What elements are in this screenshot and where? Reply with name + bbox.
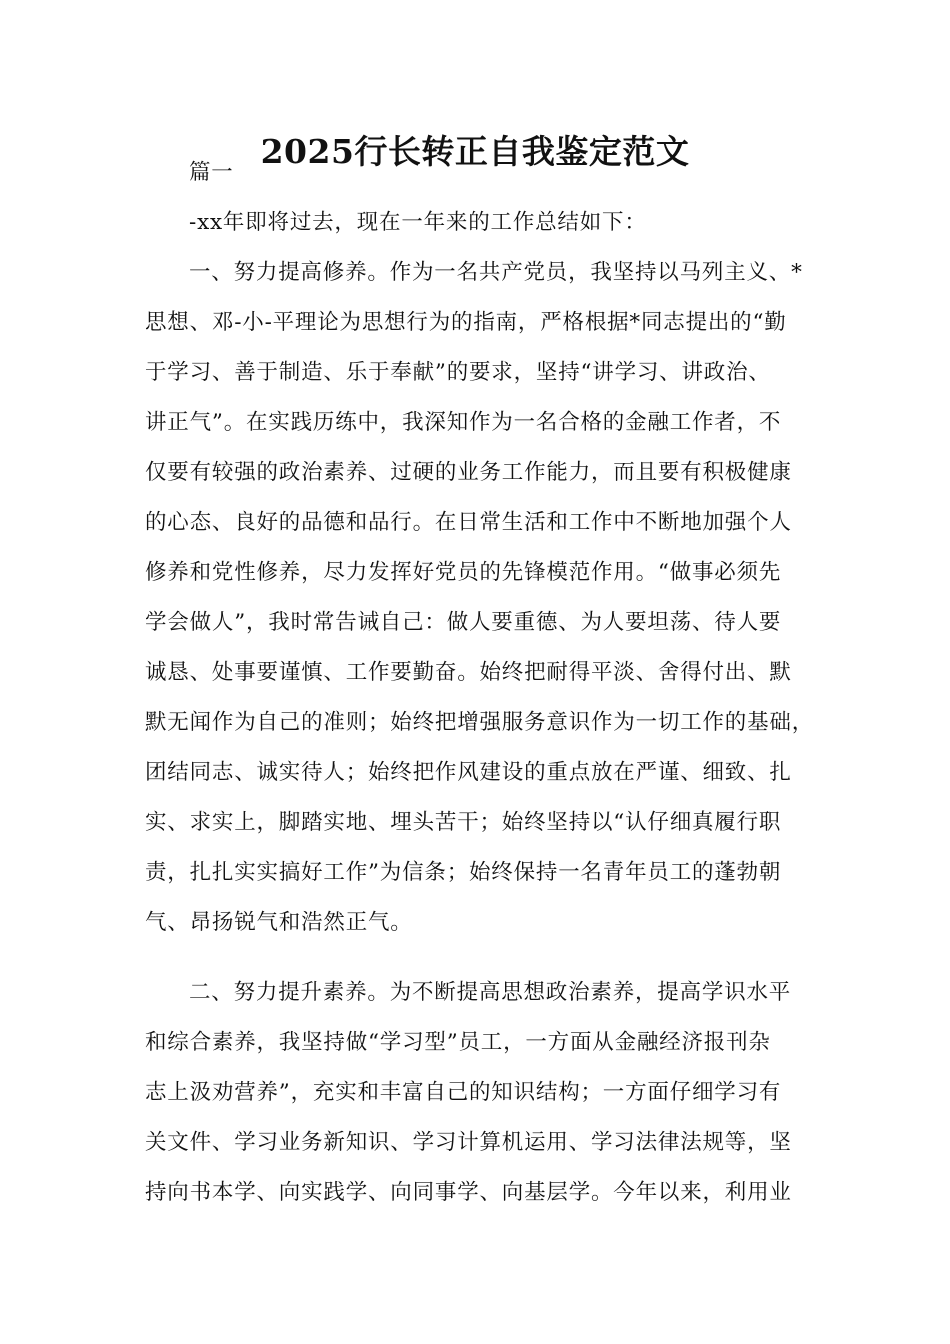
intro-line: -xx年即将过去，现在一年来的工作总结如下：: [189, 210, 647, 235]
paragraph1-line: 默无闻作为自己的准则；始终把增强服务意识作为一切工作的基础，: [145, 710, 815, 735]
paragraph1-line: 修养和党性修养，尽力发挥好党员的先锋模范作用。“做事必须先: [145, 560, 782, 585]
paragraph1-line: 于学习、善于制造、乐于奉献”的要求，坚持“讲学习、讲政治、: [145, 360, 771, 385]
paragraph1-line: 诚恳、处事要谨慎、工作要勤奋。始终把耐得平淡、舍得付出、默: [145, 660, 792, 685]
paragraph2-line: 志上汲劝营养”，充实和丰富自己的知识结构；一方面仔细学习有: [145, 1080, 782, 1105]
section-label: 篇一: [189, 160, 234, 185]
paragraph1-line: 思想、邓-小-平理论为思想行为的指南，严格根据*同志提出的“勤: [145, 310, 787, 335]
paragraph1-line: 实、求实上，脚踏实地、埋头苦干；始终坚持以“认仔细真履行职: [145, 810, 782, 835]
paragraph1-line: 讲正气”。在实践历练中，我深知作为一名合格的金融工作者，不: [145, 410, 782, 435]
paragraph2-line: 关文件、学习业务新知识、学习计算机运用、学习法律法规等，坚: [145, 1130, 792, 1155]
paragraph2-line: 和综合素养，我坚持做“学习型”员工，一方面从金融经济报刊杂: [145, 1030, 771, 1055]
paragraph2-line: 持向书本学、向实践学、向同事学、向基层学。今年以来，利用业: [145, 1180, 792, 1205]
paragraph1-line: 的心态、良好的品德和品行。在日常生活和工作中不断地加强个人: [145, 510, 792, 535]
paragraph1-line: 仅要有较强的政治素养、过硬的业务工作能力，而且要有积极健康: [145, 460, 792, 485]
document-title: 2025行长转正自我鉴定范文: [260, 132, 690, 171]
paragraph1-line: 一、努力提高修养。作为一名共产党员，我坚持以马列主义、*: [189, 260, 803, 285]
paragraph1-line: 气、昂扬锐气和浩然正气。: [145, 910, 413, 935]
paragraph1-line: 学会做人”，我时常告诫自己：做人要重德、为人要坦荡、待人要: [145, 610, 782, 635]
paragraph2-line: 二、努力提升素养。为不断提高思想政治素养，提高学识水平: [189, 980, 792, 1005]
paragraph1-line: 团结同志、诚实待人；始终把作风建设的重点放在严谨、细致、扎: [145, 760, 792, 785]
paragraph1-line: 责，扎扎实实搞好工作”为信条；始终保持一名青年员工的蓬勃朝: [145, 860, 782, 885]
